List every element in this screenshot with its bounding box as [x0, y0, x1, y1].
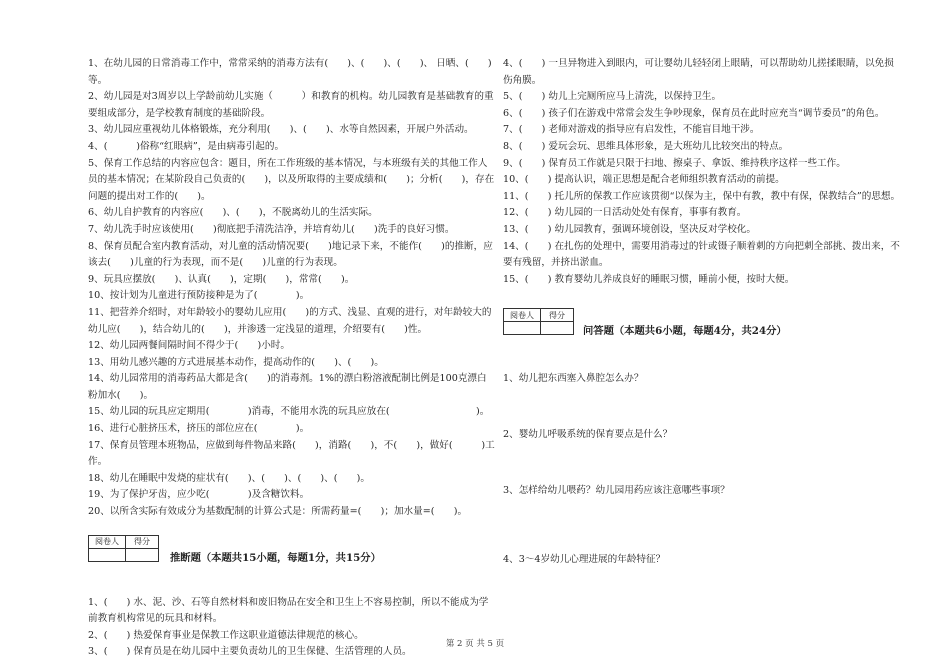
- fill-blank-question: 16、进行心脏挤压术，挤压的部位应在( )。: [88, 423, 310, 435]
- judge-question: 2、( ) 热爱保育事业是保教工作这职业道德法律规范的核心。: [88, 629, 364, 641]
- score-cell: [126, 548, 159, 561]
- fill-blank-question: 10、按计划为儿童进行预防接种是为了( )。: [88, 290, 310, 302]
- qa-question: 4、3～4岁幼儿心理进展的年龄特征？: [503, 554, 666, 566]
- judge-question: 7、( ) 老师对游戏的指导应有启发性，不能盲目地干涉。: [503, 124, 760, 136]
- qa-section-header: [503, 308, 903, 366]
- judge-section-title: 推断题（本题共15小题，每题1分，共15分）: [170, 551, 381, 564]
- judge-score-box: [88, 535, 159, 562]
- fill-blank-question: 13、用幼儿感兴趣的方式进展基本动作，提高动作的( )、( )。: [88, 356, 384, 368]
- qa-section-title: 问答题（本题共6小题，每题4分，共24分）: [583, 325, 787, 338]
- fill-blank-question: 11、把营养介绍时，对年龄较小的婴幼儿应用( )的方式、浅显、直观的进行，对年龄较大的幼儿应( )，结合幼儿的( )，并渗透一定浅显的道理，介绍要有( )性。: [88, 306, 492, 335]
- fill-blank-question: 3、幼儿园应重视幼儿体格锻炼，充分利用( )、( )、水等自然因素，开展户外活动。: [88, 124, 474, 136]
- judge-section-right: [503, 56, 903, 288]
- fill-blank-question: 9、玩具应摆放( )、认真( )，定期( )，常常( )。: [88, 273, 355, 285]
- judge-section-left: [88, 595, 496, 661]
- fill-blank-question: 14、幼儿园常用的消毒药品大都是含( )的消毒剂。1%的漂白粉溶液配制比例是100克漂白粉加水( )。: [88, 373, 487, 401]
- left-column: [88, 56, 496, 661]
- fill-blank-question: 18、幼儿在睡眠中发烧的症状有( )、( )、( )、( )。: [88, 472, 370, 484]
- fill-blank-question: 4、( )俗称“红眼病”，是由病毒引起的。: [88, 140, 285, 152]
- fill-blank-section: [88, 56, 496, 521]
- fill-blank-question: 1、在幼儿园的日常消毒工作中，常常采纳的消毒方法有( )、( )、( )、 日晒、( )等。: [88, 58, 492, 86]
- fill-blank-question: 20、以所含实际有效成分为基数配制的计算公式是：所需药量=( )；加水量=( )。: [88, 506, 468, 518]
- reviewer-label: 阅卷人: [89, 535, 126, 548]
- judge-question: 3、( ) 保育员是在幼儿园中主要负责幼儿的卫生保健、生活管理的人员。: [88, 646, 412, 658]
- judge-question: 1、( ) 水、泥、沙、石等自然材料和废旧物品在安全和卫生上不容易控制，所以不能成为学前教育机构常见的玩具和材料。: [88, 596, 489, 625]
- qa-score-box: [503, 308, 574, 335]
- fill-blank-question: 5、保育工作总结的内容应包含：题目，所在工作班级的基本情况，与本班级有关的其他工作人员的基本情况；在某阶段自己负责的( )，以及所取得的主要成绩和( )；分析( )，存在问题的提出对工作的( )。: [88, 157, 495, 202]
- judge-question: 9、( ) 保育员工作就是只限于扫地、擦桌子、拿饭、维持秩序这样一些工作。: [503, 157, 846, 169]
- judge-question: 8、( ) 爱玩会玩、思维具体形象，是大班幼儿比较突出的特点。: [503, 140, 789, 152]
- reviewer-cell: [89, 548, 126, 561]
- fill-blank-question: 7、幼儿洗手时应该使用( )彻底把手清洗洁净，并培育幼儿( )洗手的良好习惯。: [88, 223, 455, 235]
- judge-question: 15、( ) 教育婴幼儿养成良好的睡眠习惯，睡前小便，按时大便。: [503, 273, 795, 285]
- qa-question: 2、婴幼儿呼吸系统的保育要点是什么？: [503, 428, 673, 440]
- judge-question: 14、( ) 在扎伤的处理中，需要用消毒过的针或镊子顺着刺的方向把刺全部挑、拨出来，不要有残留，并挤出淤血。: [503, 240, 900, 269]
- fill-blank-question: 17、保育员管理本班物品，应做到每件物品来路( )，消路( )，不( )，做好( )工作。: [88, 439, 495, 468]
- fill-blank-question: 12、幼儿园两餐间隔时间不得少于( )小时。: [88, 340, 290, 352]
- qa-section: [503, 371, 903, 568]
- fill-blank-question: 6、幼儿自护教育的内容应( )、( )，不脱离幼儿的生活实际。: [88, 207, 378, 219]
- judge-question: 4、( ) 一旦异物进入到眼内，可让婴幼儿轻轻闭上眼睛，可以帮助幼儿搓揉眼睛，以免损伤角膜。: [503, 58, 894, 86]
- qa-question: 3、怎样给幼儿喂药？幼儿园用药应该注意哪些事项？: [503, 484, 730, 496]
- qa-question: 1、幼儿把东西塞入鼻腔怎么办？: [503, 373, 644, 385]
- fill-blank-question: 15、幼儿园的玩具应定期用( )消毒，不能用水洗的玩具应放在( )。: [88, 406, 490, 418]
- score-label: 得分: [541, 309, 574, 322]
- judge-question: 6、( ) 孩子们在游戏中常常会发生争吵现象，保育员在此时应充当“调节委员”的角色。: [503, 107, 885, 119]
- judge-section-header: [88, 533, 496, 595]
- right-column: [503, 56, 903, 569]
- reviewer-cell: [504, 322, 541, 335]
- page-footer: 第 2 页 共 5 页: [445, 639, 505, 649]
- score-label: 得分: [126, 535, 159, 548]
- judge-question: 10、( ) 提高认识，端正思想是配合老师组织教育活动的前提。: [503, 174, 785, 186]
- judge-question: 13、( ) 幼儿园教育，强调环境创设，坚决反对学校化。: [503, 223, 756, 235]
- fill-blank-question: 8、保育员配合室内教育活动，对儿童的活动情况要( )地记录下来，不能作( )的推断，应该去( )儿童的行为表现，而不是( )儿童的行为表现。: [88, 240, 493, 269]
- score-cell: [541, 322, 574, 335]
- judge-question: 11、( ) 托儿所的保教工作应该贯彻“以保为主，保中有教，教中有保，保教结合”的思想。: [503, 190, 901, 202]
- judge-question: 5、( ) 幼儿上完厕所应马上清洗，以保持卫生。: [503, 91, 722, 103]
- reviewer-label: 阅卷人: [504, 309, 541, 322]
- judge-question: 12、( ) 幼儿园的一日活动处处有保育，事事有教育。: [503, 207, 747, 219]
- fill-blank-question: 19、为了保护牙齿，应少吃( )及含糖饮料。: [88, 489, 310, 501]
- fill-blank-question: 2、幼儿园是对3周岁以上学龄前幼儿实施（ ）和教育的机构。幼儿园教育是基础教育的重要组成部分，是学校教育制度的基础阶段。: [88, 91, 494, 119]
